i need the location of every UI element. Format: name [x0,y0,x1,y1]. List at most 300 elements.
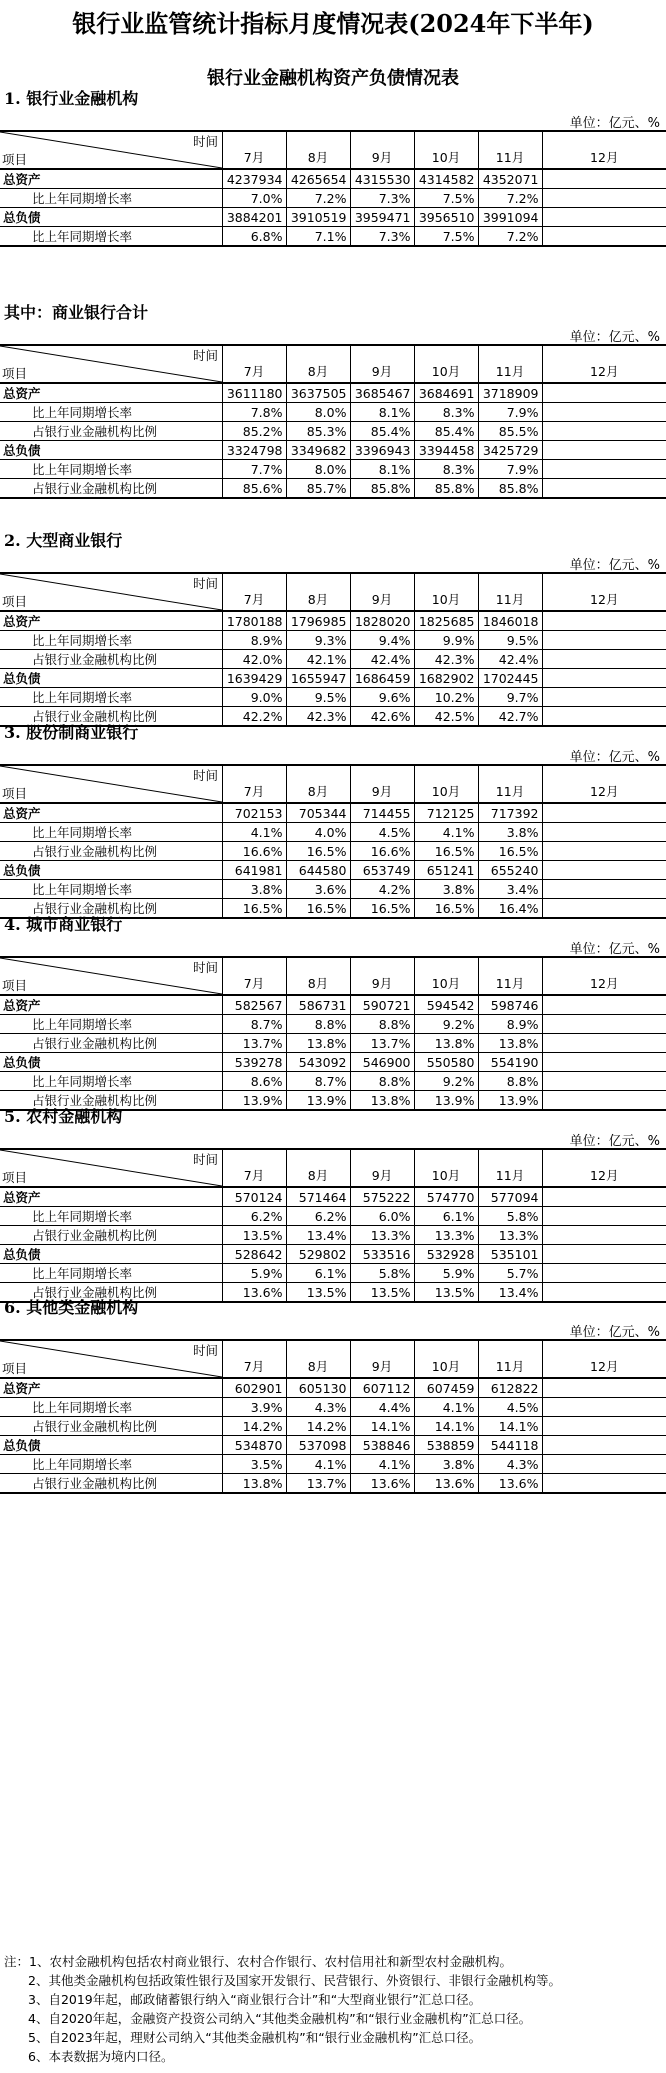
value-cell [542,441,666,460]
time-label: 时间 [192,960,218,975]
row-label: 比上年同期增长率 [0,1015,222,1034]
value-cell: 3684691 [414,383,478,403]
row-label: 占银行业金融机构比例 [0,899,222,919]
note-line: 6、本表数据为境内口径。 [28,2049,174,2064]
row-label: 总资产 [0,611,222,631]
value-cell: 13.6% [478,1474,542,1494]
value-cell: 3425729 [478,441,542,460]
header-corner [0,132,222,168]
value-cell: 4.1% [286,1455,350,1474]
value-cell: 5.9% [222,1264,286,1283]
row-label: 比上年同期增长率 [0,403,222,422]
value-cell: 42.7% [478,707,542,727]
month-header: 10月 [414,1340,478,1378]
value-cell [542,880,666,899]
value-cell: 550580 [414,1053,478,1072]
table-row [0,1034,666,1053]
row-label: 占银行业金融机构比例 [0,1226,222,1245]
value-cell: 3718909 [478,383,542,403]
table-row [0,1245,666,1264]
header-corner [0,1150,222,1186]
month-header: 8月 [286,1149,350,1187]
value-cell: 13.9% [478,1091,542,1111]
value-cell: 4.1% [350,1455,414,1474]
row-label: 比上年同期增长率 [0,688,222,707]
value-cell: 85.3% [286,422,350,441]
row-label: 占银行业金融机构比例 [0,1474,222,1494]
value-cell: 1639429 [222,669,286,688]
header-divider-line [0,574,222,610]
table-header-row [0,1340,666,1378]
row-label: 总资产 [0,803,222,823]
value-cell: 7.1% [286,227,350,247]
header-corner-cell [0,1340,222,1378]
value-cell: 42.4% [478,650,542,669]
value-cell: 14.2% [222,1417,286,1436]
page-subtitle: 银行业金融机构资产负债情况表 [207,68,459,89]
value-cell: 8.8% [350,1072,414,1091]
row-label: 比上年同期增长率 [0,227,222,247]
value-cell: 543092 [286,1053,350,1072]
value-cell: 85.4% [414,422,478,441]
value-cell: 16.6% [222,842,286,861]
table-row [0,803,666,823]
value-cell: 16.5% [222,899,286,919]
value-cell: 544118 [478,1436,542,1455]
value-cell: 6.1% [286,1264,350,1283]
unit-label: 单位：亿元、% [569,750,660,765]
value-cell: 3.8% [222,880,286,899]
value-cell: 13.7% [222,1034,286,1053]
value-cell: 641981 [222,861,286,880]
header-corner-cell [0,957,222,995]
table-row [0,861,666,880]
value-cell: 13.7% [286,1474,350,1494]
value-cell: 13.4% [286,1226,350,1245]
value-cell: 8.9% [222,631,286,650]
value-cell: 4237934 [222,169,286,189]
value-cell: 3.4% [478,880,542,899]
header-corner-cell [0,573,222,611]
value-cell: 535101 [478,1245,542,1264]
value-cell: 712125 [414,803,478,823]
header-divider-line [0,766,222,802]
value-cell [542,803,666,823]
table-row [0,1187,666,1207]
value-cell: 8.6% [222,1072,286,1091]
value-cell: 7.2% [478,227,542,247]
value-cell: 1846018 [478,611,542,631]
value-cell: 1702445 [478,669,542,688]
value-cell: 8.3% [414,460,478,479]
month-header: 8月 [286,345,350,383]
value-cell: 4.3% [286,1398,350,1417]
table-row [0,611,666,631]
value-cell: 16.5% [286,842,350,861]
value-cell: 14.1% [478,1417,542,1436]
value-cell: 4315530 [350,169,414,189]
section-heading: 1. 银行业金融机构 [4,89,139,108]
header-corner [0,1341,222,1377]
value-cell: 13.9% [222,1091,286,1111]
table-row [0,650,666,669]
value-cell [542,1226,666,1245]
row-label: 比上年同期增长率 [0,823,222,842]
value-cell: 3349682 [286,441,350,460]
month-header: 11月 [478,1149,542,1187]
value-cell [542,688,666,707]
value-cell [542,1245,666,1264]
header-corner-cell [0,765,222,803]
time-label: 时间 [192,1152,218,1167]
header-corner [0,958,222,994]
value-cell: 528642 [222,1245,286,1264]
value-cell: 16.5% [286,899,350,919]
value-cell: 42.3% [286,707,350,727]
value-cell: 3611180 [222,383,286,403]
value-cell [542,1091,666,1111]
unit-label: 单位：亿元、% [569,1325,660,1340]
header-divider-line [0,1150,222,1186]
value-cell: 13.5% [222,1226,286,1245]
table-row [0,460,666,479]
value-cell [542,1034,666,1053]
table-header-row [0,345,666,383]
table-row [0,1378,666,1398]
value-cell: 3396943 [350,441,414,460]
row-label: 比上年同期增长率 [0,1455,222,1474]
note-line: 注：1、农村金融机构包括农村商业银行、农村合作银行、农村信用社和新型农村金融机构。 [4,1954,512,1969]
value-cell: 8.9% [478,1015,542,1034]
table-row [0,631,666,650]
month-header: 10月 [414,765,478,803]
value-cell: 7.2% [286,189,350,208]
value-cell: 4.3% [478,1455,542,1474]
month-header: 10月 [414,1149,478,1187]
row-label: 总负债 [0,441,222,460]
value-cell: 13.8% [478,1034,542,1053]
row-label: 占银行业金融机构比例 [0,1417,222,1436]
row-label: 占银行业金融机构比例 [0,1283,222,1303]
value-cell [542,1264,666,1283]
table-row [0,208,666,227]
value-cell: 554190 [478,1053,542,1072]
value-cell: 8.8% [286,1015,350,1034]
row-label: 总负债 [0,1436,222,1455]
value-cell: 607112 [350,1378,414,1398]
data-table [0,344,666,499]
value-cell: 3910519 [286,208,350,227]
value-cell [542,383,666,403]
value-cell: 42.0% [222,650,286,669]
value-cell [542,208,666,227]
value-cell: 85.5% [478,422,542,441]
value-cell: 85.2% [222,422,286,441]
notes [4,1952,664,2066]
row-label: 总资产 [0,995,222,1015]
value-cell: 577094 [478,1187,542,1207]
row-label: 占银行业金融机构比例 [0,707,222,727]
row-label: 比上年同期增长率 [0,1072,222,1091]
value-cell: 4.2% [350,880,414,899]
value-cell: 13.3% [414,1226,478,1245]
value-cell: 1825685 [414,611,478,631]
value-cell: 4.1% [414,1398,478,1417]
value-cell: 7.7% [222,460,286,479]
value-cell: 9.7% [478,688,542,707]
row-label: 比上年同期增长率 [0,1398,222,1417]
header-divider-line [0,1341,222,1377]
section-heading: 6. 其他类金融机构 [4,1298,139,1317]
table-row [0,1474,666,1494]
row-label: 比上年同期增长率 [0,880,222,899]
time-label: 时间 [192,576,218,591]
row-label: 比上年同期增长率 [0,1207,222,1226]
value-cell: 4.1% [222,823,286,842]
value-cell: 602901 [222,1378,286,1398]
value-cell: 3991094 [478,208,542,227]
month-header: 11月 [478,765,542,803]
value-cell: 3637505 [286,383,350,403]
data-table [0,572,666,727]
month-header: 7月 [222,1149,286,1187]
value-cell: 8.1% [350,460,414,479]
value-cell: 13.6% [222,1283,286,1303]
value-cell: 3.9% [222,1398,286,1417]
header-divider-line [0,958,222,994]
value-cell: 651241 [414,861,478,880]
header-corner [0,766,222,802]
value-cell: 538846 [350,1436,414,1455]
value-cell: 539278 [222,1053,286,1072]
value-cell: 3324798 [222,441,286,460]
table-header-row [0,573,666,611]
section-heading: 2. 大型商业银行 [4,531,123,550]
unit-label: 单位：亿元、% [569,942,660,957]
table-row [0,169,666,189]
item-label: 项目 [2,978,28,993]
header-corner-cell [0,131,222,169]
item-label: 项目 [2,1361,28,1376]
value-cell: 1828020 [350,611,414,631]
value-cell: 42.5% [414,707,478,727]
value-cell: 594542 [414,995,478,1015]
table-row [0,227,666,247]
value-cell: 9.5% [478,631,542,650]
month-header: 9月 [350,1340,414,1378]
month-header: 12月 [542,573,666,611]
value-cell: 3685467 [350,383,414,403]
table-row [0,1072,666,1091]
value-cell: 717392 [478,803,542,823]
value-cell: 13.3% [478,1226,542,1245]
value-cell: 6.1% [414,1207,478,1226]
value-cell: 5.8% [350,1264,414,1283]
value-cell: 9.3% [286,631,350,650]
value-cell: 85.8% [414,479,478,499]
note-line: 4、自2020年起，金融资产投资公司纳入“其他类金融机构”和“银行业金融机构”汇总口径。 [28,2011,532,2026]
value-cell: 570124 [222,1187,286,1207]
row-label: 总资产 [0,1187,222,1207]
month-header: 8月 [286,957,350,995]
month-header: 8月 [286,131,350,169]
header-corner-cell [0,345,222,383]
table-row [0,669,666,688]
value-cell: 42.2% [222,707,286,727]
value-cell: 13.8% [414,1034,478,1053]
value-cell: 13.9% [286,1091,350,1111]
value-cell: 85.7% [286,479,350,499]
value-cell: 85.4% [350,422,414,441]
item-label: 项目 [2,366,28,381]
value-cell: 8.7% [286,1072,350,1091]
value-cell: 1796985 [286,611,350,631]
note-line: 5、自2023年起，理财公司纳入“其他类金融机构”和“银行业金融机构”汇总口径。 [28,2030,482,2045]
value-cell: 16.5% [478,842,542,861]
value-cell: 13.5% [286,1283,350,1303]
table-row [0,1264,666,1283]
value-cell [542,1436,666,1455]
value-cell: 9.2% [414,1015,478,1034]
value-cell [542,1474,666,1494]
value-cell: 1780188 [222,611,286,631]
value-cell: 9.6% [350,688,414,707]
month-header: 8月 [286,765,350,803]
page-title: 银行业监管统计指标月度情况表(2024年下半年) [72,9,594,38]
table-header-row [0,957,666,995]
value-cell: 8.7% [222,1015,286,1034]
month-header: 8月 [286,573,350,611]
unit-label: 单位：亿元、% [569,1134,660,1149]
header-corner [0,346,222,382]
value-cell: 7.8% [222,403,286,422]
value-cell: 533516 [350,1245,414,1264]
value-cell: 42.4% [350,650,414,669]
value-cell [542,707,666,727]
value-cell: 532928 [414,1245,478,1264]
value-cell [542,1398,666,1417]
month-header: 7月 [222,131,286,169]
value-cell: 5.7% [478,1264,542,1283]
month-header: 10月 [414,957,478,995]
row-label: 占银行业金融机构比例 [0,650,222,669]
value-cell [542,479,666,499]
month-header: 9月 [350,957,414,995]
value-cell: 3956510 [414,208,478,227]
time-label: 时间 [192,1343,218,1358]
value-cell: 42.3% [414,650,478,669]
unit-label: 单位：亿元、% [569,116,660,131]
table-header-row [0,765,666,803]
value-cell: 14.2% [286,1417,350,1436]
value-cell: 8.0% [286,403,350,422]
item-label: 项目 [2,594,28,609]
value-cell: 7.3% [350,227,414,247]
table-row [0,422,666,441]
value-cell: 16.5% [350,899,414,919]
section-heading: 其中：商业银行合计 [4,303,149,322]
table-row [0,1053,666,1072]
time-label: 时间 [192,348,218,363]
value-cell: 538859 [414,1436,478,1455]
value-cell: 4265654 [286,169,350,189]
month-header: 7月 [222,1340,286,1378]
unit-label: 单位：亿元、% [569,330,660,345]
value-cell: 16.6% [350,842,414,861]
value-cell: 529802 [286,1245,350,1264]
month-header: 11月 [478,957,542,995]
table-row [0,1455,666,1474]
value-cell: 85.8% [478,479,542,499]
value-cell: 537098 [286,1436,350,1455]
value-cell: 598746 [478,995,542,1015]
value-cell: 1686459 [350,669,414,688]
value-cell: 13.3% [350,1226,414,1245]
value-cell: 6.8% [222,227,286,247]
value-cell: 3959471 [350,208,414,227]
value-cell [542,403,666,422]
row-label: 总负债 [0,861,222,880]
month-header: 10月 [414,131,478,169]
value-cell [542,1053,666,1072]
time-label: 时间 [192,134,218,149]
month-header: 7月 [222,957,286,995]
value-cell: 612822 [478,1378,542,1398]
month-header: 9月 [350,1149,414,1187]
value-cell [542,1207,666,1226]
table-row [0,1436,666,1455]
value-cell: 574770 [414,1187,478,1207]
row-label: 总负债 [0,208,222,227]
value-cell: 1655947 [286,669,350,688]
table-header-row [0,131,666,169]
value-cell: 7.0% [222,189,286,208]
value-cell: 8.8% [350,1015,414,1034]
table-row [0,189,666,208]
header-corner [0,574,222,610]
value-cell: 3.5% [222,1455,286,1474]
month-header: 10月 [414,573,478,611]
row-label: 占银行业金融机构比例 [0,479,222,499]
value-cell: 3.8% [414,1455,478,1474]
row-label: 比上年同期增长率 [0,189,222,208]
value-cell: 85.6% [222,479,286,499]
month-header: 12月 [542,1340,666,1378]
value-cell [542,169,666,189]
value-cell: 546900 [350,1053,414,1072]
table-row [0,880,666,899]
value-cell: 6.2% [286,1207,350,1226]
value-cell: 3.6% [286,880,350,899]
value-cell: 13.5% [414,1283,478,1303]
month-header: 7月 [222,345,286,383]
value-cell: 575222 [350,1187,414,1207]
row-label: 总资产 [0,169,222,189]
value-cell: 5.8% [478,1207,542,1226]
row-label: 占银行业金融机构比例 [0,1091,222,1111]
value-cell: 10.2% [414,688,478,707]
value-cell: 7.9% [478,460,542,479]
value-cell: 7.5% [414,189,478,208]
month-header: 9月 [350,131,414,169]
value-cell: 16.5% [414,899,478,919]
value-cell: 3.8% [478,823,542,842]
row-label: 占银行业金融机构比例 [0,1034,222,1053]
value-cell: 9.0% [222,688,286,707]
value-cell [542,1283,666,1303]
data-table [0,764,666,919]
value-cell: 571464 [286,1187,350,1207]
